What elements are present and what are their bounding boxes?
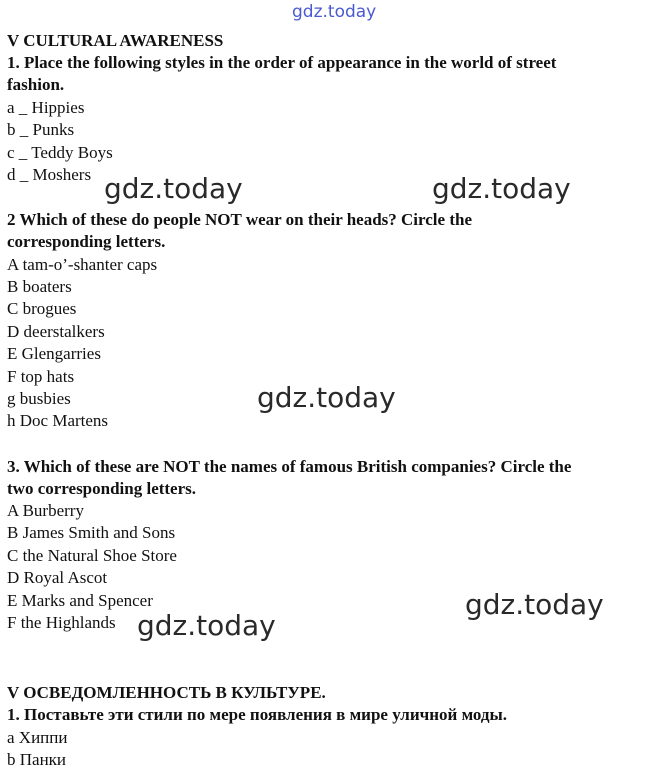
- q1-ru-option-a: a Хиппи: [7, 728, 68, 747]
- watermark: gdz.today: [432, 172, 571, 205]
- q2-option-d: D deerstalkers: [7, 322, 105, 341]
- question-3-line-2: two corresponding letters.: [7, 479, 197, 498]
- q1-option-b: b _ Punks: [7, 120, 75, 139]
- q1-option-d: d _ Moshers: [7, 165, 92, 184]
- q2-option-f: F top hats: [7, 367, 75, 386]
- q2-option-h: h Doc Martens: [7, 411, 109, 430]
- q3-option-f: F the Highlands: [7, 613, 116, 632]
- watermark: gdz.today: [465, 588, 604, 621]
- q2-option-a: A tam-o’-shanter caps: [7, 255, 158, 274]
- watermark: gdz.today: [137, 609, 276, 642]
- q1-option-a: a _ Hippies: [7, 98, 85, 117]
- question-1-line-1: 1. Place the following styles in the order of appearance in the world of street: [7, 53, 557, 72]
- question-2-line-1: 2 Which of these do people NOT wear on their heads? Circle the: [7, 210, 472, 229]
- question-3-line-1: 3. Which of these are NOT the names of famous British companies? Circle the: [7, 457, 572, 476]
- q3-option-c: C the Natural Shoe Store: [7, 546, 177, 565]
- question-1-line-2: fashion.: [7, 75, 65, 94]
- q1-ru-option-b: b Панки: [7, 750, 67, 769]
- watermark: gdz.today: [257, 381, 396, 414]
- q3-option-e: E Marks and Spencer: [7, 591, 153, 610]
- q1-option-c: c _ Teddy Boys: [7, 143, 113, 162]
- watermark-top: gdz.today: [292, 2, 377, 22]
- watermark: gdz.today: [104, 172, 243, 205]
- question-2-line-2: corresponding letters.: [7, 232, 166, 251]
- section-heading: V CULTURAL AWARENESS: [7, 31, 224, 50]
- q3-option-b: B James Smith and Sons: [7, 523, 176, 542]
- q2-option-c: C brogues: [7, 299, 77, 318]
- q3-option-d: D Royal Ascot: [7, 568, 108, 587]
- q2-option-e: E Glengarries: [7, 344, 101, 363]
- q3-option-a: A Burberry: [7, 501, 84, 520]
- q2-option-b: B boaters: [7, 277, 72, 296]
- q2-option-g: g busbies: [7, 389, 71, 408]
- question-1-ru: 1. Поставьте эти стили по мере появления в мире уличной моды.: [7, 705, 508, 724]
- section-heading-ru: V ОСВЕДОМЛЕННОСТЬ В КУЛЬТУРЕ.: [7, 683, 326, 702]
